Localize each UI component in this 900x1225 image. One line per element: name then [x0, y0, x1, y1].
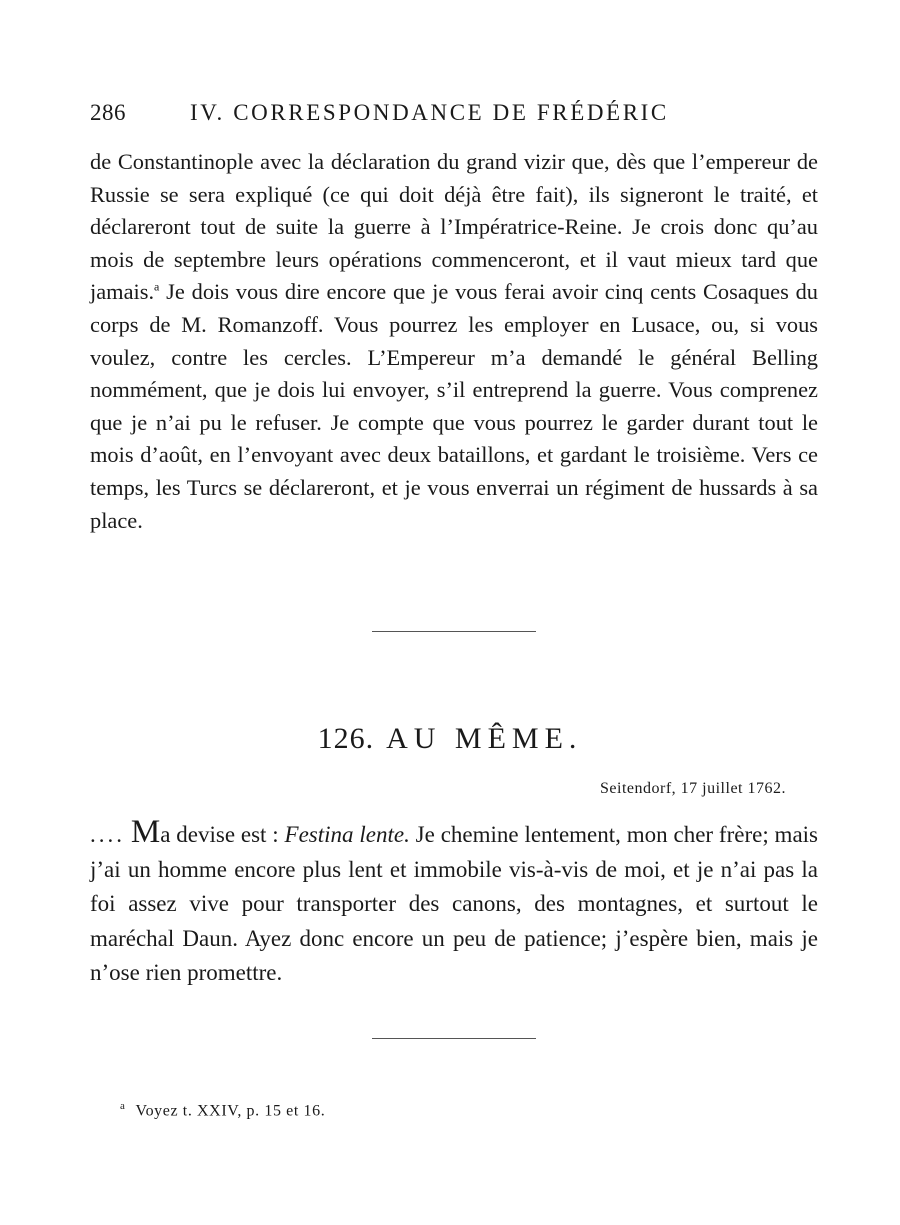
letter-continuation-paragraph	[90, 146, 818, 537]
footnote-text: Voyez t. XXIV, p. 15 et 16.	[135, 1102, 326, 1120]
ellipsis-leader: ....	[90, 822, 125, 847]
paragraph-text-before-note: de Constantinople avec la déclaration du grand vizir que, dès que l’empereur de Russie se sera expliqué (ce qui doit déjà être fait), ils signeront le traité, et déclareront tout de suite la guerre à l’Impératrice-Reine. Je crois donc qu’au mois de septembre leurs opérations commenceront, et il vaut mieux tard que jamais.	[90, 149, 818, 305]
footnote-mark: a	[120, 1100, 126, 1112]
section-divider	[372, 631, 536, 632]
motto-text: Festina lente.	[284, 822, 410, 847]
running-title: IV. CORRESPONDANCE DE FRÉDÉRIC	[190, 100, 669, 125]
letter-text-start: a devise est :	[160, 822, 285, 847]
footnote	[120, 1100, 325, 1120]
letter-number: 126.	[317, 722, 375, 755]
section-divider-end	[372, 1038, 536, 1039]
letter-body-paragraph	[90, 814, 819, 991]
footnote-reference: a	[154, 279, 160, 294]
initial-letter: M	[130, 814, 161, 850]
letter-title: AU MÊME.	[386, 722, 583, 755]
letter-text-rest: Je chemine lentement, mon cher frère; mais j’ai un homme encore plus lent et immobile vis-à-vis de moi, et je n’ai pas la foi assez vive pour transporter des canons, des montagnes, et surtout le maréchal Daun. Ayez donc encore un peu de patience; j’espère bien, mais je n’ose rien promettre.	[90, 822, 819, 985]
page-number: 286	[90, 100, 126, 125]
letter-heading	[0, 722, 900, 756]
paragraph-text-after-note: Je dois vous dire encore que je vous ferai avoir cinq cents Cosaques du corps de M. Romanzoff. Vous pourrez les employer en Lusace, ou, si vous voulez, contre les cercles. L’Empereur m’a demandé le général Belling nommément, que je dois lui envoyer, s’il entreprend la guerre. Vous comprenez que je n’ai pu le refuser. Je compte que vous pourrez le garder durant tout le mois d’août, en l’envoyant avec deux bataillons, et gardant le troisième. Vers ce temps, les Turcs se déclareront, et je vous enverrai un régiment de hussards à sa place.	[90, 279, 818, 533]
letter-dateline: Seitendorf, 17 juillet 1762.	[600, 780, 786, 797]
running-header	[90, 100, 820, 134]
